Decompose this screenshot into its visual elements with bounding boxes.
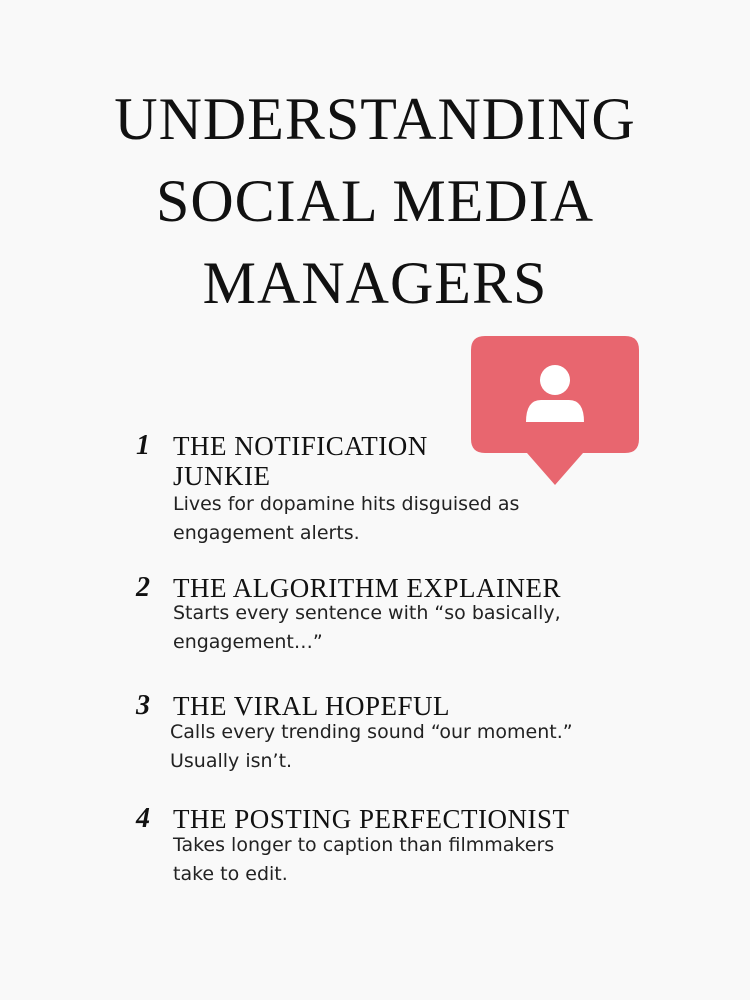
item-description [170, 718, 573, 776]
item-description-line-1: Lives for dopamine hits disguised as [173, 493, 520, 515]
item-description-line-2: take to edit. [173, 863, 288, 885]
item-number: 4 [136, 803, 150, 834]
item-number: 2 [136, 572, 150, 603]
item-description-line-1: Calls every trending sound “our moment.” [170, 721, 573, 743]
item-heading-line-2: JUNKIE [173, 461, 271, 491]
item-description-line-2: engagement…” [173, 631, 323, 653]
item-description [173, 831, 554, 889]
notification-badge [471, 336, 639, 486]
title-line-3: MANAGERS [202, 250, 548, 316]
item-heading-line-1: THE NOTIFICATION [173, 431, 428, 461]
item-description-line-1: Takes longer to caption than filmmakers [173, 834, 555, 856]
title-line-2: SOCIAL MEDIA [155, 168, 595, 234]
notification-bubble-icon [471, 336, 639, 486]
title-line-1: UNDERSTANDING [114, 86, 636, 152]
item-number: 3 [136, 690, 150, 721]
item-description-line-2: engagement alerts. [173, 522, 360, 544]
item-description-line-1: Starts every sentence with “so basically, [173, 602, 561, 624]
item-heading: THE POSTING PERFECTIONIST [173, 804, 570, 834]
item-description [173, 599, 561, 657]
item-heading: THE VIRAL HOPEFUL [173, 691, 450, 721]
item-description [173, 490, 519, 548]
page-title [0, 78, 750, 324]
item-heading [173, 430, 428, 492]
item-heading: THE ALGORITHM EXPLAINER [173, 573, 561, 603]
item-description-line-2: Usually isn’t. [170, 750, 293, 772]
item-number: 1 [136, 430, 150, 461]
